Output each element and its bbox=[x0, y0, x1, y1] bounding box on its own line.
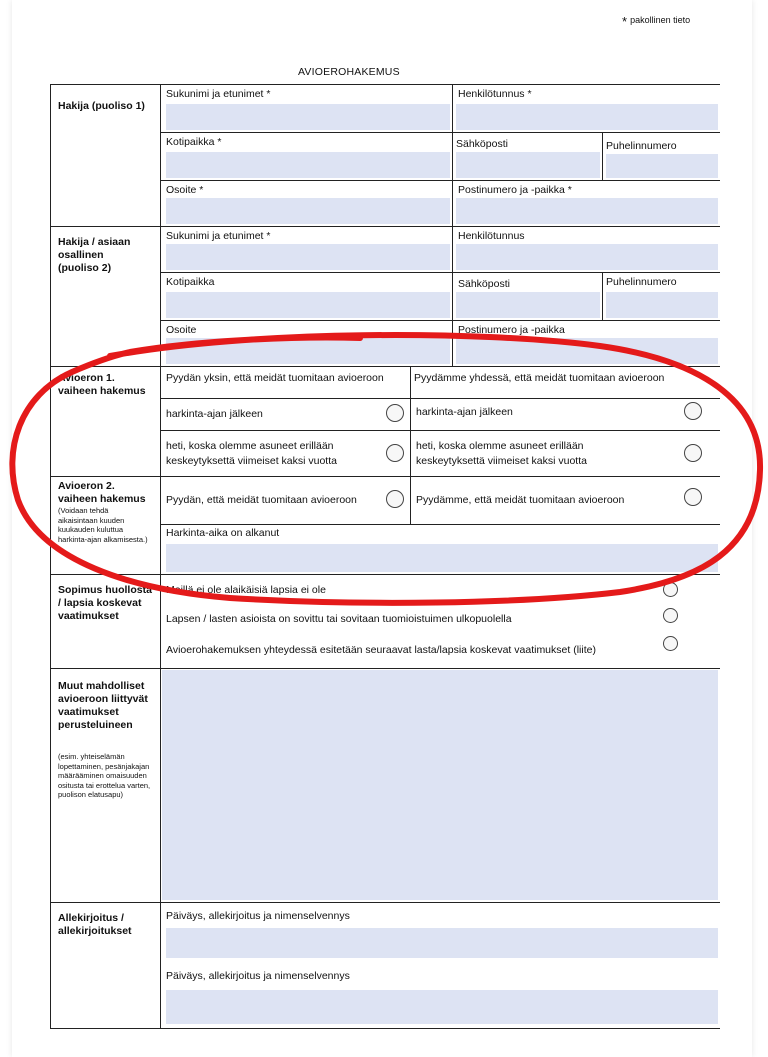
signature2-input[interactable] bbox=[166, 990, 718, 1024]
other-claims-note: (esim. yhteiselämän lopettaminen, pesänjakajan määrääminen omaisuuden ositusta tai erottelua varten, puolison elatusapu) bbox=[58, 752, 151, 800]
other-claims-section-label: Muut mahdolliset avioeroon liittyvät vaatimukset perusteluineen bbox=[58, 680, 148, 731]
column-divider bbox=[410, 476, 411, 524]
signature1-label: Päiväys, allekirjoitus ja nimenselvennys bbox=[166, 910, 350, 922]
spouse1-phone-label: Puhelinnumero bbox=[606, 140, 677, 152]
custody-option1-label: Meillä ei ole alaikäisiä lapsia ei ole bbox=[166, 584, 326, 596]
phase2-period-started-label: Harkinta-aika on alkanut bbox=[166, 527, 280, 539]
custody-option2-radio[interactable] bbox=[663, 608, 678, 623]
row-divider bbox=[160, 272, 720, 273]
phase1-alone-header: Pyydän yksin, että meidät tuomitaan avioeroon bbox=[166, 372, 384, 384]
spouse1-city-input[interactable] bbox=[166, 152, 450, 178]
row-divider bbox=[160, 398, 720, 399]
custody-option1-radio[interactable] bbox=[663, 582, 678, 597]
phase2-note: (Voidaan tehdä aikaisintaan kuuden kuukauden kuluttua harkinta-ajan alkamisesta.) bbox=[58, 506, 148, 544]
phase1-together-header: Pyydämme yhdessä, että meidät tuomitaan avioeroon bbox=[414, 372, 665, 384]
phase1-together-option2-radio[interactable] bbox=[684, 444, 702, 462]
section-divider bbox=[50, 902, 720, 903]
spouse1-email-label: Sähköposti bbox=[456, 138, 508, 150]
phase1-section-label bbox=[58, 372, 146, 398]
phase1-label-line1: Avioeron 1. bbox=[58, 372, 115, 384]
custody-option3-radio[interactable] bbox=[663, 636, 678, 651]
spouse1-section-label: Hakija (puoliso 1) bbox=[58, 100, 145, 112]
spouse1-phone-input[interactable] bbox=[606, 154, 718, 178]
phase1-together-option2-label: heti, koska olemme asuneet erillään keskeytyksettä viimeiset kaksi vuotta bbox=[416, 440, 587, 467]
spouse2-postal-input[interactable] bbox=[456, 338, 718, 364]
signature2-label: Päiväys, allekirjoitus ja nimenselvennys bbox=[166, 970, 350, 982]
row-divider bbox=[160, 524, 720, 525]
spouse2-ssn-input[interactable] bbox=[456, 244, 718, 270]
phase2-period-started-input[interactable] bbox=[166, 544, 718, 572]
phase2-together-option-label: Pyydämme, että meidät tuomitaan avioeroon bbox=[416, 494, 625, 506]
spouse2-email-input[interactable] bbox=[456, 292, 600, 318]
phase2-label-line1: Avioeron 2. bbox=[58, 480, 115, 492]
spouse2-phone-label: Puhelinnumero bbox=[606, 276, 677, 288]
row-divider bbox=[160, 320, 720, 321]
spouse1-email-input[interactable] bbox=[456, 152, 600, 178]
phase2-section-label bbox=[58, 480, 154, 544]
required-note bbox=[622, 14, 690, 29]
spouse1-ssn-input[interactable] bbox=[456, 104, 718, 130]
spouse2-phone-input[interactable] bbox=[606, 292, 718, 318]
spouse1-address-input[interactable] bbox=[166, 198, 450, 224]
table-top-border bbox=[50, 84, 720, 85]
phase1-together-option1-radio[interactable] bbox=[684, 402, 702, 420]
column-divider bbox=[602, 272, 603, 320]
section-divider bbox=[50, 366, 720, 367]
spouse1-ssn-label: Henkilötunnus * bbox=[458, 88, 532, 100]
phase2-alone-option-radio[interactable] bbox=[386, 490, 404, 508]
section-divider bbox=[50, 574, 720, 575]
phase1-alone-option1-label: harkinta-ajan jälkeen bbox=[166, 408, 263, 420]
signature1-input[interactable] bbox=[166, 928, 718, 958]
spouse2-city-input[interactable] bbox=[166, 292, 450, 318]
phase1-alone-option2-label: heti, koska olemme asuneet erillään keskeytyksettä viimeiset kaksi vuotta bbox=[166, 440, 337, 467]
custody-option3-label: Avioerohakemuksen yhteydessä esitetään seuraavat lasta/lapsia koskevat vaatimukset (liite) bbox=[166, 644, 596, 656]
spouse2-label-line3: (puoliso 2) bbox=[58, 262, 112, 274]
spouse1-postal-label: Postinumero ja -paikka * bbox=[458, 184, 572, 196]
spouse2-name-input[interactable] bbox=[166, 244, 450, 270]
row-divider bbox=[160, 132, 720, 133]
spouse2-ssn-label: Henkilötunnus bbox=[458, 230, 525, 242]
spouse2-postal-label: Postinumero ja -paikka bbox=[458, 324, 565, 336]
section-divider bbox=[50, 668, 720, 669]
custody-option2-label: Lapsen / lasten asioista on sovittu tai sovitaan tuomioistuimen ulkopuolella bbox=[166, 613, 512, 625]
phase1-alone-option1-radio[interactable] bbox=[386, 404, 404, 422]
spouse2-city-label: Kotipaikka bbox=[166, 276, 215, 288]
phase2-label-line2: vaiheen hakemus bbox=[58, 493, 146, 505]
phase2-alone-option-label: Pyydän, että meidät tuomitaan avioeroon bbox=[166, 494, 357, 506]
spouse2-label-line2: osallinen bbox=[58, 249, 104, 261]
other-claims-textarea[interactable] bbox=[162, 670, 718, 900]
column-divider bbox=[452, 84, 453, 226]
spouse1-address-label: Osoite * bbox=[166, 184, 204, 196]
table-bottom-border bbox=[50, 1028, 720, 1029]
column-divider bbox=[452, 226, 453, 366]
spouse1-name-label: Sukunimi ja etunimet * bbox=[166, 88, 271, 100]
row-divider bbox=[160, 430, 720, 431]
signatures-section-label: Allekirjoitus / allekirjoitukset bbox=[58, 912, 132, 937]
section-divider bbox=[50, 226, 720, 227]
spouse2-address-label: Osoite bbox=[166, 324, 197, 336]
form-title: AVIOEROHAKEMUS bbox=[298, 66, 400, 78]
required-note-text: pakollinen tieto bbox=[630, 15, 691, 25]
required-mark: * bbox=[622, 14, 628, 29]
spouse1-name-input[interactable] bbox=[166, 104, 450, 130]
spouse2-name-label: Sukunimi ja etunimet * bbox=[166, 230, 271, 242]
row-divider bbox=[160, 180, 720, 181]
phase1-label-line2: vaiheen hakemus bbox=[58, 385, 146, 397]
spouse1-postal-input[interactable] bbox=[456, 198, 718, 224]
column-divider bbox=[410, 366, 411, 476]
phase1-together-option1-label: harkinta-ajan jälkeen bbox=[416, 406, 513, 418]
spouse2-section-label bbox=[58, 236, 130, 275]
spouse2-email-label: Sähköposti bbox=[458, 278, 510, 290]
phase1-alone-option2-radio[interactable] bbox=[386, 444, 404, 462]
spouse2-label-line1: Hakija / asiaan bbox=[58, 236, 131, 248]
phase2-together-option-radio[interactable] bbox=[684, 488, 702, 506]
spouse2-address-input[interactable] bbox=[166, 338, 450, 364]
column-divider bbox=[602, 132, 603, 180]
spouse1-city-label: Kotipaikka * bbox=[166, 136, 222, 148]
custody-section-label: Sopimus huollosta / lapsia koskevat vaatimukset bbox=[58, 584, 152, 622]
section-divider bbox=[50, 476, 720, 477]
